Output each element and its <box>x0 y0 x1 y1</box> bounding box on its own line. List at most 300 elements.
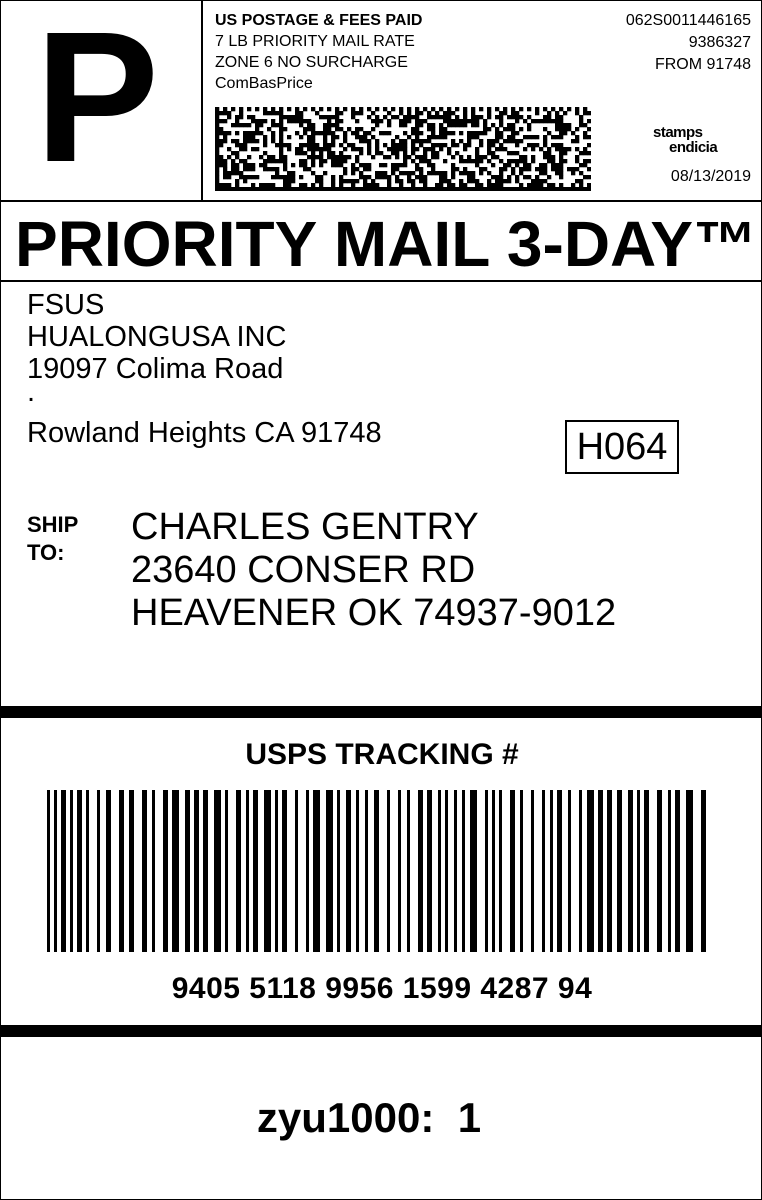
matrix-cell <box>543 115 547 119</box>
barcode-bar <box>356 790 359 952</box>
matrix-cell <box>499 179 503 183</box>
matrix-cell <box>387 179 391 183</box>
matrix-cell <box>587 119 591 123</box>
matrix-cell <box>575 187 579 191</box>
matrix-cell <box>283 175 287 179</box>
matrix-cell <box>231 151 235 155</box>
matrix-cell <box>463 159 467 163</box>
matrix-cell <box>495 179 499 183</box>
matrix-cell <box>483 119 487 123</box>
matrix-cell <box>279 123 283 127</box>
barcode-bar <box>454 790 457 952</box>
matrix-cell <box>431 123 435 127</box>
matrix-cell <box>339 187 343 191</box>
matrix-cell <box>515 143 519 147</box>
matrix-cell <box>235 187 239 191</box>
matrix-cell <box>275 111 279 115</box>
matrix-cell <box>379 163 383 167</box>
matrix-cell <box>551 183 555 187</box>
matrix-cell <box>419 159 423 163</box>
matrix-cell <box>523 155 527 159</box>
matrix-cell <box>295 147 299 151</box>
matrix-cell <box>503 179 507 183</box>
matrix-cell <box>287 107 291 111</box>
matrix-cell <box>239 187 243 191</box>
matrix-cell <box>415 167 419 171</box>
matrix-cell <box>435 183 439 187</box>
matrix-cell <box>431 115 435 119</box>
meter-number: 062S0011446165 <box>625 12 751 29</box>
matrix-cell <box>451 119 455 123</box>
matrix-cell <box>547 155 551 159</box>
matrix-cell <box>483 123 487 127</box>
matrix-cell <box>415 115 419 119</box>
matrix-cell <box>487 159 491 163</box>
matrix-cell <box>371 179 375 183</box>
matrix-cell <box>575 135 579 139</box>
matrix-cell <box>547 115 551 119</box>
matrix-cell <box>547 119 551 123</box>
matrix-cell <box>511 127 515 131</box>
barcode-bar <box>531 790 534 952</box>
matrix-cell <box>347 179 351 183</box>
matrix-cell <box>247 187 251 191</box>
barcode-bar <box>61 790 66 952</box>
matrix-cell <box>283 143 287 147</box>
matrix-cell <box>411 131 415 135</box>
matrix-cell <box>403 151 407 155</box>
matrix-cell <box>463 183 467 187</box>
matrix-cell <box>411 179 415 183</box>
barcode-bar <box>77 790 82 952</box>
postage-info <box>215 10 422 94</box>
matrix-cell <box>491 175 495 179</box>
matrix-cell <box>447 115 451 119</box>
matrix-cell <box>243 175 247 179</box>
matrix-cell <box>511 111 515 115</box>
matrix-cell <box>475 115 479 119</box>
matrix-cell <box>255 187 259 191</box>
matrix-cell <box>499 111 503 115</box>
matrix-cell <box>283 183 287 187</box>
matrix-cell <box>343 187 347 191</box>
matrix-cell <box>419 131 423 135</box>
matrix-cell <box>303 163 307 167</box>
matrix-cell <box>511 187 515 191</box>
matrix-cell <box>443 179 447 183</box>
matrix-cell <box>411 115 415 119</box>
matrix-cell <box>291 179 295 183</box>
matrix-cell <box>559 123 563 127</box>
matrix-cell <box>463 167 467 171</box>
matrix-cell <box>359 111 363 115</box>
matrix-cell <box>491 187 495 191</box>
matrix-cell <box>559 163 563 167</box>
matrix-cell <box>559 183 563 187</box>
matrix-cell <box>551 107 555 111</box>
matrix-cell <box>331 143 335 147</box>
matrix-cell <box>235 123 239 127</box>
matrix-cell <box>539 147 543 151</box>
matrix-cell <box>471 171 475 175</box>
barcode-bar <box>306 790 309 952</box>
matrix-cell <box>215 159 219 163</box>
matrix-cell <box>503 107 507 111</box>
matrix-cell <box>451 183 455 187</box>
matrix-cell <box>243 179 247 183</box>
matrix-cell <box>251 135 255 139</box>
matrix-cell <box>555 171 559 175</box>
matrix-cell <box>319 147 323 151</box>
matrix-cell <box>479 159 483 163</box>
matrix-cell <box>235 119 239 123</box>
barcode-bar <box>492 790 495 952</box>
matrix-cell <box>251 175 255 179</box>
matrix-cell <box>307 119 311 123</box>
matrix-cell <box>279 119 283 123</box>
matrix-cell <box>471 179 475 183</box>
divider-bar <box>1 1025 761 1037</box>
matrix-cell <box>219 119 223 123</box>
matrix-cell <box>235 143 239 147</box>
matrix-cell <box>355 187 359 191</box>
barcode-bar <box>427 790 432 952</box>
matrix-cell <box>371 135 375 139</box>
matrix-cell <box>283 167 287 171</box>
matrix-cell <box>391 115 395 119</box>
matrix-cell <box>583 163 587 167</box>
matrix-cell <box>515 119 519 123</box>
matrix-cell <box>543 187 547 191</box>
matrix-cell <box>451 131 455 135</box>
matrix-cell <box>331 187 335 191</box>
matrix-cell <box>499 147 503 151</box>
matrix-cell <box>443 119 447 123</box>
matrix-cell <box>543 151 547 155</box>
matrix-cell <box>579 163 583 167</box>
barcode-bar <box>628 790 633 952</box>
barcode-bar <box>106 790 111 952</box>
matrix-cell <box>227 147 231 151</box>
matrix-cell <box>531 119 535 123</box>
matrix-cell <box>519 183 523 187</box>
matrix-cell <box>415 135 419 139</box>
matrix-cell <box>235 163 239 167</box>
matrix-cell <box>215 155 219 159</box>
matrix-cell <box>279 175 283 179</box>
matrix-cell <box>439 171 443 175</box>
matrix-cell <box>507 115 511 119</box>
matrix-cell <box>419 155 423 159</box>
origin-zip: FROM 91748 <box>654 56 751 73</box>
barcode-bar <box>668 790 671 952</box>
matrix-cell <box>447 123 451 127</box>
matrix-cell <box>551 167 555 171</box>
matrix-cell <box>235 151 239 155</box>
pricing-line: ComBasPrice <box>215 75 313 92</box>
matrix-cell <box>235 171 239 175</box>
matrix-cell <box>275 143 279 147</box>
matrix-cell <box>303 127 307 131</box>
matrix-cell <box>339 175 343 179</box>
matrix-cell <box>227 183 231 187</box>
matrix-cell <box>383 143 387 147</box>
barcode-bar <box>119 790 124 952</box>
barcode-bar <box>203 790 208 952</box>
matrix-cell <box>539 179 543 183</box>
datamatrix-barcode <box>215 107 591 191</box>
matrix-cell <box>383 171 387 175</box>
matrix-cell <box>267 183 271 187</box>
matrix-cell <box>431 187 435 191</box>
matrix-cell <box>239 171 243 175</box>
matrix-cell <box>523 167 527 171</box>
matrix-cell <box>539 187 543 191</box>
matrix-cell <box>407 111 411 115</box>
sender-line: Rowland Heights CA 91748 <box>27 417 382 449</box>
matrix-cell <box>511 115 515 119</box>
barcode-bar <box>579 790 582 952</box>
matrix-cell <box>283 127 287 131</box>
matrix-cell <box>523 175 527 179</box>
matrix-cell <box>391 187 395 191</box>
matrix-cell <box>439 131 443 135</box>
matrix-cell <box>451 167 455 171</box>
matrix-cell <box>391 163 395 167</box>
barcode-bar <box>438 790 441 952</box>
matrix-cell <box>443 187 447 191</box>
matrix-cell <box>559 119 563 123</box>
matrix-cell <box>499 119 503 123</box>
matrix-cell <box>279 115 283 119</box>
rate-line: 7 LB PRIORITY MAIL RATE <box>215 33 415 50</box>
matrix-cell <box>343 179 347 183</box>
matrix-cell <box>423 107 427 111</box>
matrix-cell <box>299 147 303 151</box>
matrix-cell <box>399 139 403 143</box>
sender-line: 19097 Colima Road <box>27 353 284 385</box>
matrix-cell <box>235 139 239 143</box>
matrix-cell <box>511 159 515 163</box>
matrix-cell <box>343 155 347 159</box>
barcode-bar <box>550 790 553 952</box>
matrix-cell <box>467 159 471 163</box>
matrix-cell <box>447 187 451 191</box>
matrix-cell <box>527 127 531 131</box>
matrix-cell <box>399 183 403 187</box>
matrix-cell <box>579 115 583 119</box>
matrix-cell <box>543 127 547 131</box>
matrix-cell <box>475 155 479 159</box>
matrix-cell <box>539 163 543 167</box>
matrix-cell <box>423 139 427 143</box>
matrix-cell <box>503 111 507 115</box>
matrix-cell <box>335 159 339 163</box>
matrix-cell <box>427 115 431 119</box>
matrix-cell <box>351 179 355 183</box>
matrix-cell <box>343 147 347 151</box>
matrix-cell <box>327 123 331 127</box>
matrix-cell <box>547 183 551 187</box>
matrix-cell <box>215 171 219 175</box>
matrix-cell <box>515 159 519 163</box>
matrix-cell <box>399 123 403 127</box>
matrix-cell <box>383 163 387 167</box>
matrix-cell <box>363 179 367 183</box>
matrix-cell <box>323 143 327 147</box>
matrix-cell <box>535 183 539 187</box>
matrix-cell <box>575 179 579 183</box>
matrix-cell <box>459 171 463 175</box>
matrix-cell <box>319 151 323 155</box>
matrix-cell <box>215 183 219 187</box>
matrix-cell <box>375 187 379 191</box>
matrix-cell <box>347 143 351 147</box>
barcode-bar <box>97 790 100 952</box>
matrix-cell <box>287 187 291 191</box>
matrix-cell <box>407 135 411 139</box>
postage-paid-line: US POSTAGE & FEES PAID <box>215 12 423 29</box>
sender-line: FSUS <box>27 289 105 321</box>
matrix-cell <box>275 159 279 163</box>
matrix-cell <box>495 127 499 131</box>
matrix-cell <box>487 143 491 147</box>
matrix-cell <box>559 127 563 131</box>
matrix-cell <box>287 179 291 183</box>
matrix-cell <box>307 123 311 127</box>
matrix-cell <box>499 167 503 171</box>
matrix-cell <box>323 159 327 163</box>
matrix-cell <box>223 107 227 111</box>
matrix-cell <box>471 175 475 179</box>
matrix-cell <box>395 115 399 119</box>
matrix-cell <box>215 115 219 119</box>
matrix-cell <box>375 119 379 123</box>
matrix-cell <box>223 111 227 115</box>
matrix-cell <box>499 183 503 187</box>
matrix-cell <box>395 135 399 139</box>
matrix-cell <box>255 119 259 123</box>
matrix-cell <box>327 119 331 123</box>
matrix-cell <box>587 183 591 187</box>
matrix-cell <box>515 111 519 115</box>
matrix-cell <box>551 163 555 167</box>
matrix-cell <box>391 151 395 155</box>
matrix-cell <box>571 131 575 135</box>
matrix-cell <box>447 119 451 123</box>
matrix-cell <box>347 127 351 131</box>
matrix-cell <box>471 159 475 163</box>
matrix-cell <box>431 135 435 139</box>
matrix-cell <box>499 171 503 175</box>
matrix-cell <box>475 179 479 183</box>
matrix-cell <box>303 167 307 171</box>
matrix-cell <box>491 183 495 187</box>
matrix-cell <box>471 107 475 111</box>
matrix-cell <box>575 147 579 151</box>
matrix-cell <box>243 131 247 135</box>
matrix-cell <box>407 155 411 159</box>
matrix-cell <box>411 127 415 131</box>
matrix-cell <box>247 155 251 159</box>
matrix-cell <box>363 167 367 171</box>
matrix-cell <box>387 187 391 191</box>
matrix-cell <box>539 183 543 187</box>
matrix-cell <box>287 183 291 187</box>
matrix-cell <box>475 183 479 187</box>
matrix-cell <box>567 107 571 111</box>
matrix-cell <box>287 175 291 179</box>
matrix-cell <box>547 175 551 179</box>
matrix-cell <box>339 183 343 187</box>
matrix-cell <box>495 155 499 159</box>
matrix-cell <box>415 147 419 151</box>
matrix-cell <box>371 119 375 123</box>
matrix-cell <box>215 107 219 111</box>
matrix-cell <box>439 135 443 139</box>
matrix-cell <box>315 187 319 191</box>
matrix-cell <box>367 183 371 187</box>
matrix-cell <box>363 163 367 167</box>
matrix-cell <box>299 187 303 191</box>
matrix-cell <box>531 155 535 159</box>
matrix-cell <box>395 187 399 191</box>
matrix-cell <box>511 131 515 135</box>
matrix-cell <box>587 135 591 139</box>
matrix-cell <box>391 167 395 171</box>
matrix-cell <box>263 183 267 187</box>
matrix-cell <box>375 107 379 111</box>
matrix-cell <box>467 135 471 139</box>
matrix-cell <box>411 139 415 143</box>
matrix-cell <box>427 147 431 151</box>
matrix-cell <box>479 143 483 147</box>
matrix-cell <box>247 135 251 139</box>
matrix-cell <box>435 155 439 159</box>
matrix-cell <box>391 107 395 111</box>
matrix-cell <box>375 175 379 179</box>
matrix-cell <box>543 119 547 123</box>
matrix-cell <box>367 163 371 167</box>
matrix-cell <box>315 111 319 115</box>
matrix-cell <box>243 163 247 167</box>
matrix-cell <box>535 187 539 191</box>
matrix-cell <box>359 175 363 179</box>
matrix-cell <box>307 127 311 131</box>
matrix-cell <box>567 127 571 131</box>
matrix-cell <box>427 135 431 139</box>
matrix-cell <box>519 127 523 131</box>
matrix-cell <box>535 167 539 171</box>
barcode-bar <box>644 790 649 952</box>
matrix-cell <box>235 183 239 187</box>
barcode-bar <box>214 790 221 952</box>
matrix-cell <box>391 139 395 143</box>
matrix-cell <box>583 187 587 191</box>
matrix-cell <box>463 119 467 123</box>
matrix-cell <box>487 151 491 155</box>
matrix-cell <box>411 151 415 155</box>
barcode-bar <box>657 790 662 952</box>
matrix-cell <box>567 187 571 191</box>
barcode-bar <box>470 790 477 952</box>
matrix-cell <box>583 175 587 179</box>
matrix-cell <box>339 151 343 155</box>
matrix-cell <box>359 135 363 139</box>
matrix-cell <box>387 119 391 123</box>
matrix-cell <box>519 187 523 191</box>
matrix-cell <box>311 139 315 143</box>
